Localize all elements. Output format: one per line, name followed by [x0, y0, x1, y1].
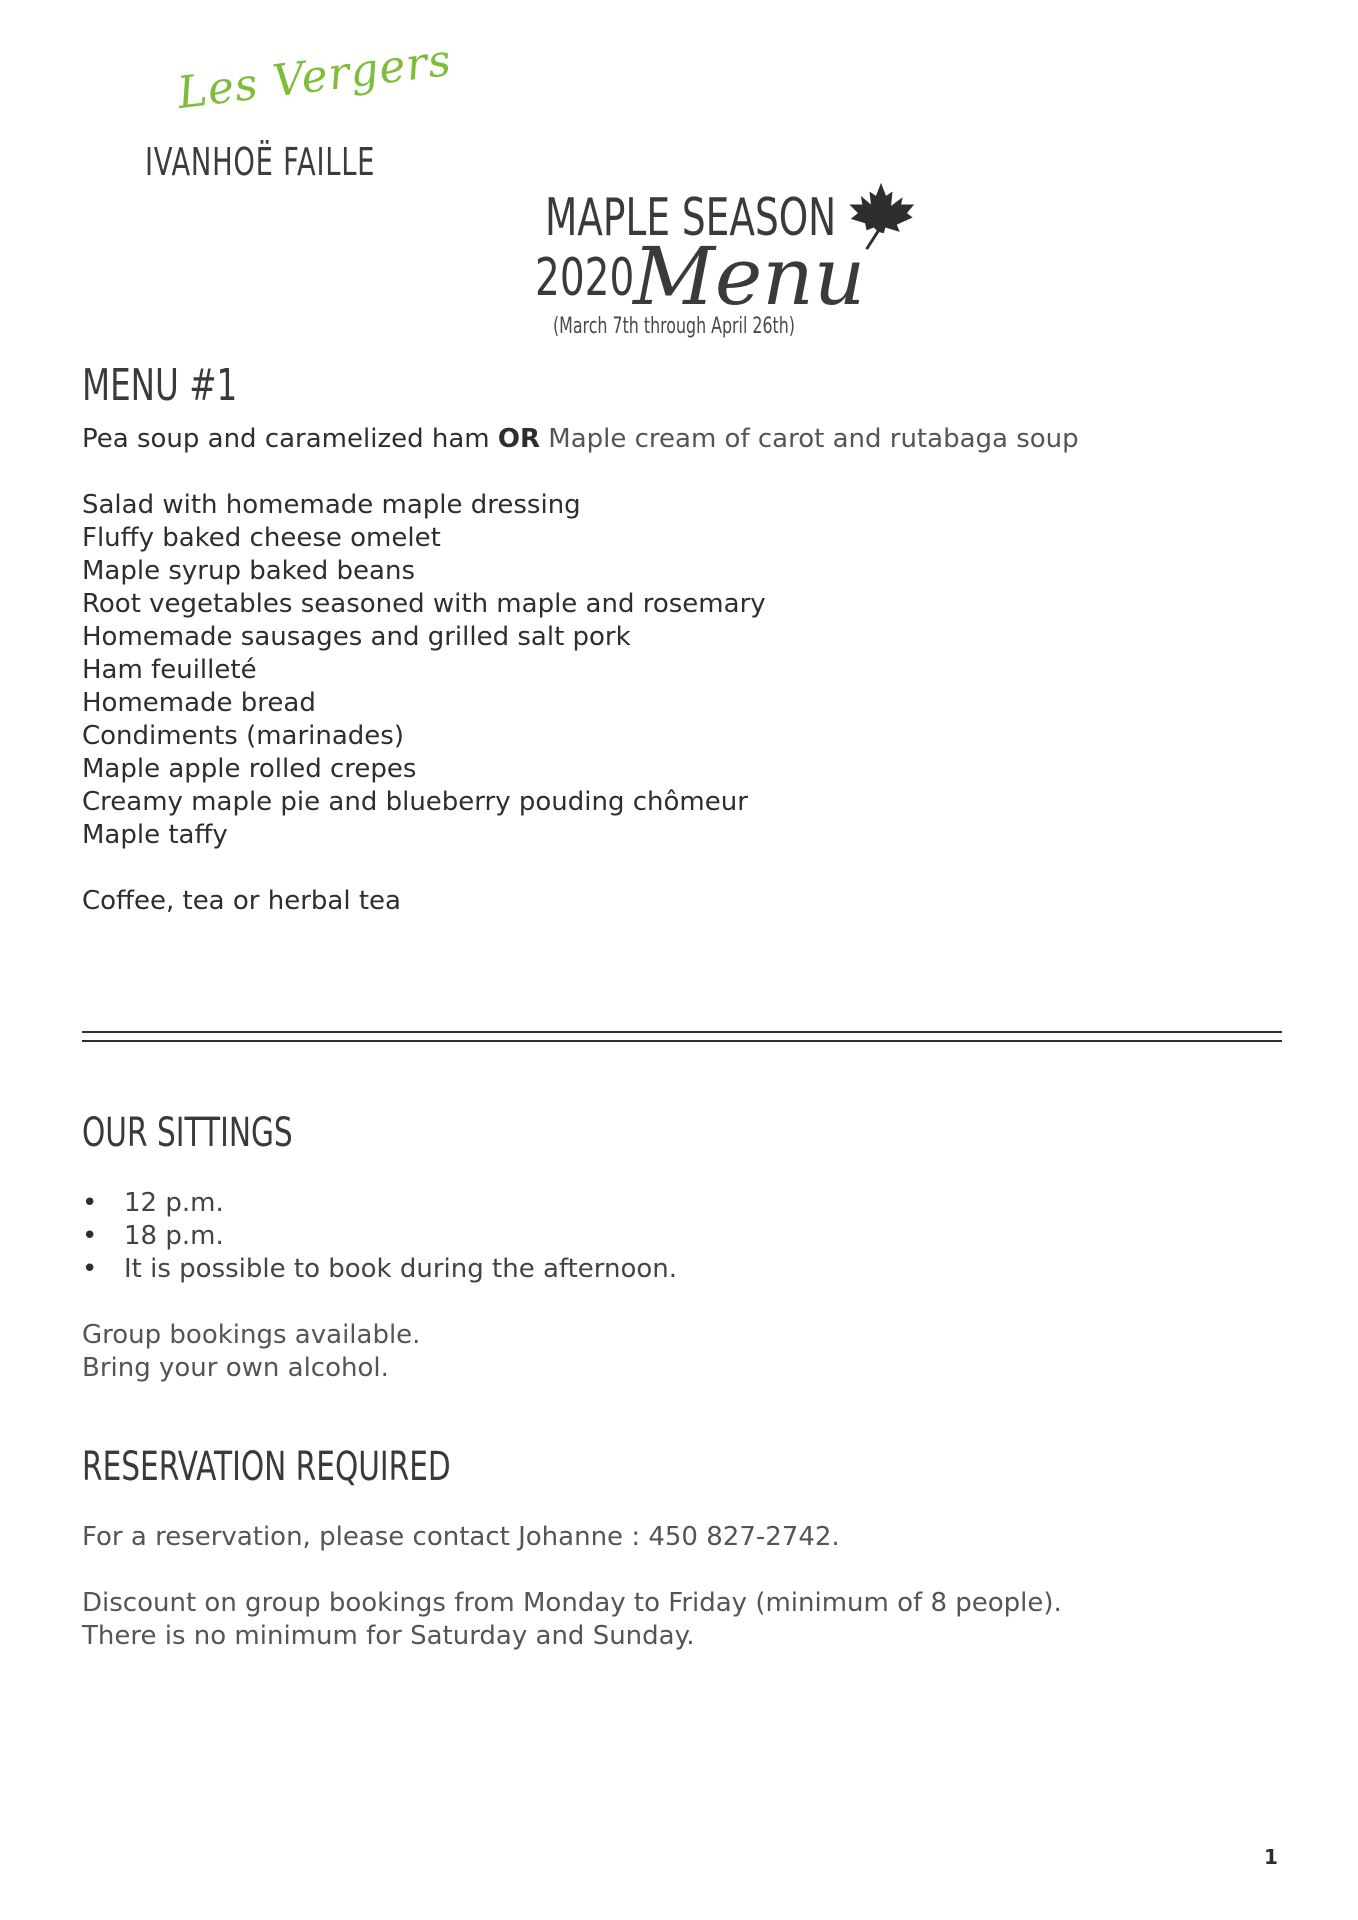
- menu-item: Homemade sausages and grilled salt pork: [82, 622, 631, 652]
- menu-item: Root vegetables seasoned with maple and rosemary: [82, 589, 766, 619]
- bullet: •: [82, 1188, 98, 1218]
- sittings-heading: OUR SITTINGS: [82, 1110, 293, 1156]
- soup-or: OR: [497, 424, 540, 454]
- discount-line: There is no minimum for Saturday and Sunday.: [82, 1621, 695, 1651]
- note-line: Group bookings available.: [82, 1320, 421, 1350]
- menu-item: Maple apple rolled crepes: [82, 754, 417, 784]
- title-season: MAPLE SEASON: [545, 188, 837, 248]
- discount-info: [82, 1587, 1062, 1653]
- sitting-text: 12 p.m.: [124, 1188, 224, 1218]
- logo-script-text: Les Vergers: [174, 34, 455, 120]
- menu-item: Maple syrup baked beans: [82, 556, 416, 586]
- menu-heading: MENU #1: [82, 360, 238, 411]
- reservation-contact: For a reservation, please contact Johanne : 450 827-2742.: [82, 1522, 840, 1552]
- bullet: •: [82, 1221, 98, 1251]
- bullet: •: [82, 1254, 98, 1284]
- menu-item: Creamy maple pie and blueberry pouding chômeur: [82, 787, 748, 817]
- soup-option-2: Maple cream of carot and rutabaga soup: [540, 424, 1079, 454]
- note-line: Bring your own alcohol.: [82, 1353, 389, 1383]
- sittings-list: [82, 1187, 677, 1286]
- maple-leaf-icon: [843, 180, 919, 252]
- discount-line: Discount on group bookings from Monday to Friday (minimum of 8 people).: [82, 1588, 1062, 1618]
- sitting-text: 18 p.m.: [124, 1221, 224, 1251]
- sitting-item: [82, 1187, 677, 1220]
- sittings-notes: [82, 1319, 420, 1385]
- section-divider: [82, 1031, 1282, 1033]
- sitting-item: [82, 1253, 677, 1286]
- drinks-line: Coffee, tea or herbal tea: [82, 886, 401, 916]
- page-number: 1: [1264, 1845, 1278, 1869]
- menu-item: Fluffy baked cheese omelet: [82, 523, 441, 553]
- title-dates: (March 7th through April 26th): [553, 314, 795, 339]
- menu-item: Maple taffy: [82, 820, 228, 850]
- brand-logo: [145, 34, 455, 188]
- menu-items-list: [82, 489, 766, 852]
- menu-item: Salad with homemade maple dressing: [82, 490, 581, 520]
- title-script: Menu: [633, 230, 866, 323]
- section-divider: [82, 1040, 1282, 1042]
- sitting-text: It is possible to book during the afternoon.: [124, 1254, 678, 1284]
- logo-name-text: IVANHOË FAILLE: [145, 140, 376, 184]
- soup-option-1: Pea soup and caramelized ham: [82, 424, 498, 454]
- menu-item: Ham feuilleté: [82, 655, 257, 685]
- title-year: 2020: [535, 248, 635, 308]
- soup-choice: [82, 423, 1079, 456]
- reservation-heading: RESERVATION REQUIRED: [82, 1444, 451, 1490]
- menu-item: Homemade bread: [82, 688, 316, 718]
- menu-item: Condiments (marinades): [82, 721, 404, 751]
- sitting-item: [82, 1220, 677, 1253]
